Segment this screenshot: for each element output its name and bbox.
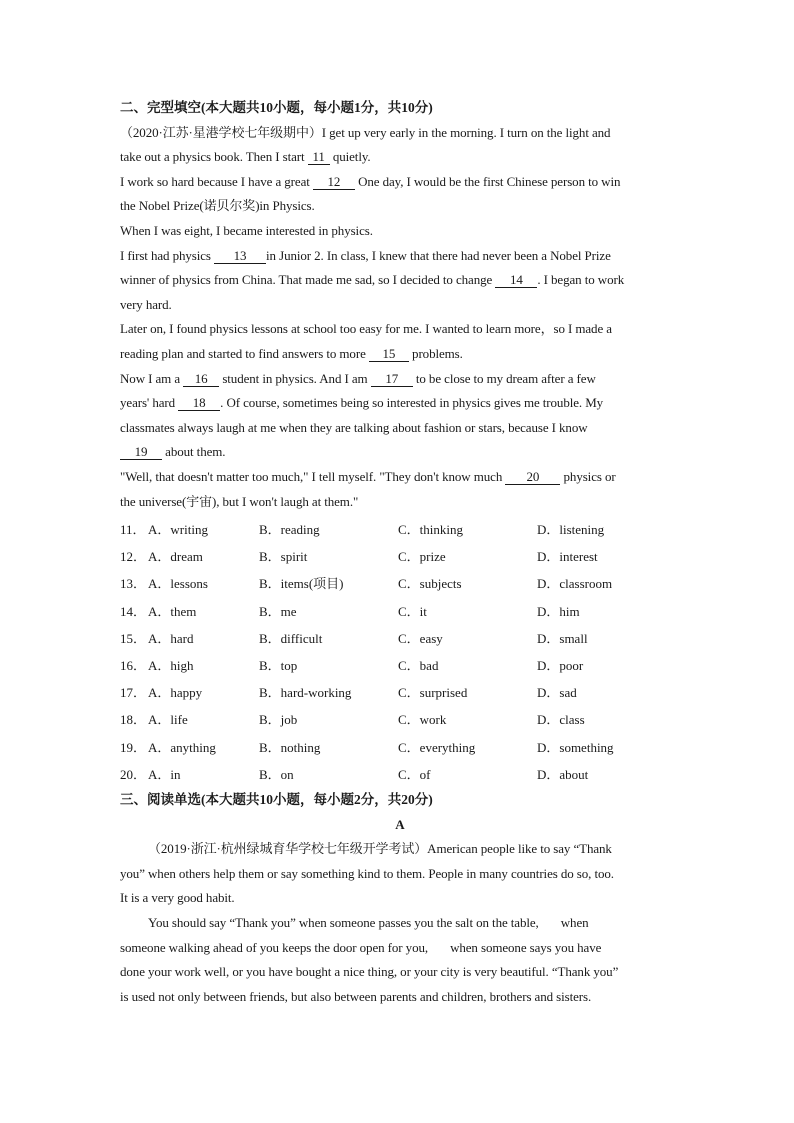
option-c: C．thinking <box>398 522 464 538</box>
option-row <box>120 734 680 761</box>
option-b: B．nothing <box>259 739 321 755</box>
question-number: 16． <box>120 658 147 674</box>
option-c: C．bad <box>398 658 439 674</box>
option-b: B．difficult <box>259 630 323 646</box>
text: student in physics. And I am <box>219 370 371 386</box>
option-a: A．anything <box>148 739 216 755</box>
cloze-line <box>120 317 680 342</box>
blank-20: 20 <box>505 470 560 485</box>
text: Now I am a <box>120 370 184 386</box>
text: winner of physics from China. That made me sad, so I decided to change <box>120 272 496 288</box>
text: Later on, I found physics lessons at school too easy for me. I wanted to learn more，so I made a <box>120 321 612 337</box>
option-c: C．it <box>398 603 427 619</box>
blank-16: 16 <box>183 372 219 387</box>
text: problems. <box>408 345 463 361</box>
option-b: B．reading <box>259 522 320 538</box>
cloze-line <box>120 268 680 293</box>
blank-12: 12 <box>313 175 355 190</box>
text: take out a physics book. Then I start <box>120 149 308 165</box>
option-row <box>120 625 680 652</box>
option-a: A．in <box>148 766 181 782</box>
text: I first had physics <box>120 247 215 263</box>
passage-label: A <box>395 816 405 832</box>
option-row <box>120 679 680 706</box>
option-row <box>120 570 680 597</box>
option-row <box>120 598 680 625</box>
text: to be close to my dream after a few <box>412 370 596 386</box>
text: I work so hard because I have a great <box>120 173 313 189</box>
blank-18: 18 <box>178 396 220 411</box>
option-b: B．top <box>259 658 298 674</box>
worksheet-page <box>120 96 680 1009</box>
text: the universe(宇宙), but I won't laugh at them." <box>120 493 359 509</box>
reading-line: It is a very good habit. <box>120 890 235 906</box>
text: reading plan and started to find answers to more <box>120 345 369 361</box>
question-number: 20． <box>120 766 147 782</box>
text: . Of course, sometimes being so interested in physics gives me trouble. My <box>220 395 604 411</box>
question-number: 18． <box>120 712 147 728</box>
text: . I began to work <box>537 272 625 288</box>
question-number: 19． <box>120 739 147 755</box>
text: the Nobel Prize(诺贝尔奖)in Physics. <box>120 198 315 214</box>
option-row <box>120 516 680 543</box>
question-number: 12． <box>120 549 147 565</box>
option-c: C．subjects <box>398 576 462 592</box>
blank-19: 19 <box>120 445 162 460</box>
option-b: B．me <box>259 603 297 619</box>
option-d: D．poor <box>537 658 584 674</box>
text: quietly. <box>329 149 371 165</box>
blank-14: 14 <box>495 273 537 288</box>
text: physics or <box>560 468 616 484</box>
cloze-line <box>120 367 680 392</box>
section-heading-cloze: 二、完型填空(本大题共10小题，每小题1分，共10分) <box>120 100 433 115</box>
option-a: A．high <box>148 658 194 674</box>
option-c: C．of <box>398 766 431 782</box>
option-d: D．something <box>537 739 614 755</box>
option-d: D．class <box>537 712 585 728</box>
cloze-line <box>120 244 680 269</box>
text: "Well, that doesn't matter too much," I tell myself. "They don't know much <box>120 468 506 484</box>
option-row <box>120 652 680 679</box>
reading-line: is used not only between friends, but also between parents and children, brothers and sisters. <box>120 988 592 1004</box>
option-b: B．items(项目) <box>259 576 344 592</box>
option-b: B．job <box>259 712 298 728</box>
cloze-line <box>120 342 680 367</box>
option-d: D．listening <box>537 522 605 538</box>
text: One day, I would be the first Chinese person to win <box>354 173 621 189</box>
blank-13: 13 <box>214 249 266 264</box>
option-row <box>120 706 680 733</box>
options-table <box>120 516 680 788</box>
question-number: 17． <box>120 685 147 701</box>
cloze-line <box>120 293 680 318</box>
text: very hard. <box>120 296 172 312</box>
text: When I was eight, I became interested in physics. <box>120 222 373 238</box>
text: classmates always laugh at me when they are talking about fashion or stars, because I know <box>120 419 588 435</box>
option-d: D．classroom <box>537 576 613 592</box>
option-d: D．interest <box>537 549 598 565</box>
text: years' hard <box>120 395 179 411</box>
option-c: C．easy <box>398 630 443 646</box>
option-a: A．life <box>148 712 188 728</box>
option-a: A．happy <box>148 685 203 701</box>
reading-line: done your work well, or you have bought a nice thing, or your city is very beautiful. “Thank you” <box>120 964 619 980</box>
blank-17: 17 <box>371 372 413 387</box>
text: in Junior 2. In class, I knew that there had never been a Nobel Prize <box>266 247 611 263</box>
cloze-line <box>120 219 680 244</box>
cloze-line <box>120 440 680 465</box>
option-row <box>120 761 680 788</box>
option-b: B．spirit <box>259 549 308 565</box>
section-heading-reading: 三、阅读单选(本大题共10小题，每小题2分，共20分) <box>120 791 433 807</box>
blank-15: 15 <box>369 347 409 362</box>
reading-line: （2019·浙江·杭州绿城育华学校七年级开学考试）American people like to say “Thank <box>148 841 612 857</box>
option-d: D．sad <box>537 685 577 701</box>
cloze-line <box>120 194 680 219</box>
cloze-line <box>120 145 680 170</box>
cloze-line <box>120 170 680 195</box>
option-a: A．them <box>148 603 197 619</box>
cloze-line <box>120 391 680 416</box>
option-a: A．hard <box>148 630 194 646</box>
option-c: C．surprised <box>398 685 468 701</box>
option-a: A．lessons <box>148 576 208 592</box>
option-d: D．small <box>537 630 588 646</box>
question-number: 11． <box>120 522 146 538</box>
option-row <box>120 543 680 570</box>
question-number: 15． <box>120 630 147 646</box>
reading-line: You should say “Thank you” when someone passes you the salt on the table, when <box>148 914 589 930</box>
cloze-line <box>120 416 680 441</box>
reading-line: someone walking ahead of you keeps the door open for you, when someone says you have <box>120 939 602 955</box>
blank-11: 11 <box>308 150 330 165</box>
option-b: B．on <box>259 766 294 782</box>
question-number: 13． <box>120 576 147 592</box>
option-a: A．dream <box>148 549 203 565</box>
question-number: 14． <box>120 603 147 619</box>
reading-line: you” when others help them or say something kind to them. People in many countries do so, too. <box>120 865 614 881</box>
text: （2020·江苏·星港学校七年级期中）I get up very early in the morning. I turn on the light and <box>120 124 611 140</box>
option-a: A．writing <box>148 522 208 538</box>
option-c: C．work <box>398 712 447 728</box>
text: about them. <box>162 444 226 460</box>
option-b: B．hard-working <box>259 685 352 701</box>
option-d: D．him <box>537 603 580 619</box>
cloze-line <box>120 465 680 490</box>
option-c: C．prize <box>398 549 446 565</box>
option-d: D．about <box>537 766 589 782</box>
cloze-line <box>120 490 680 515</box>
option-c: C．everything <box>398 739 476 755</box>
cloze-line <box>120 121 680 146</box>
